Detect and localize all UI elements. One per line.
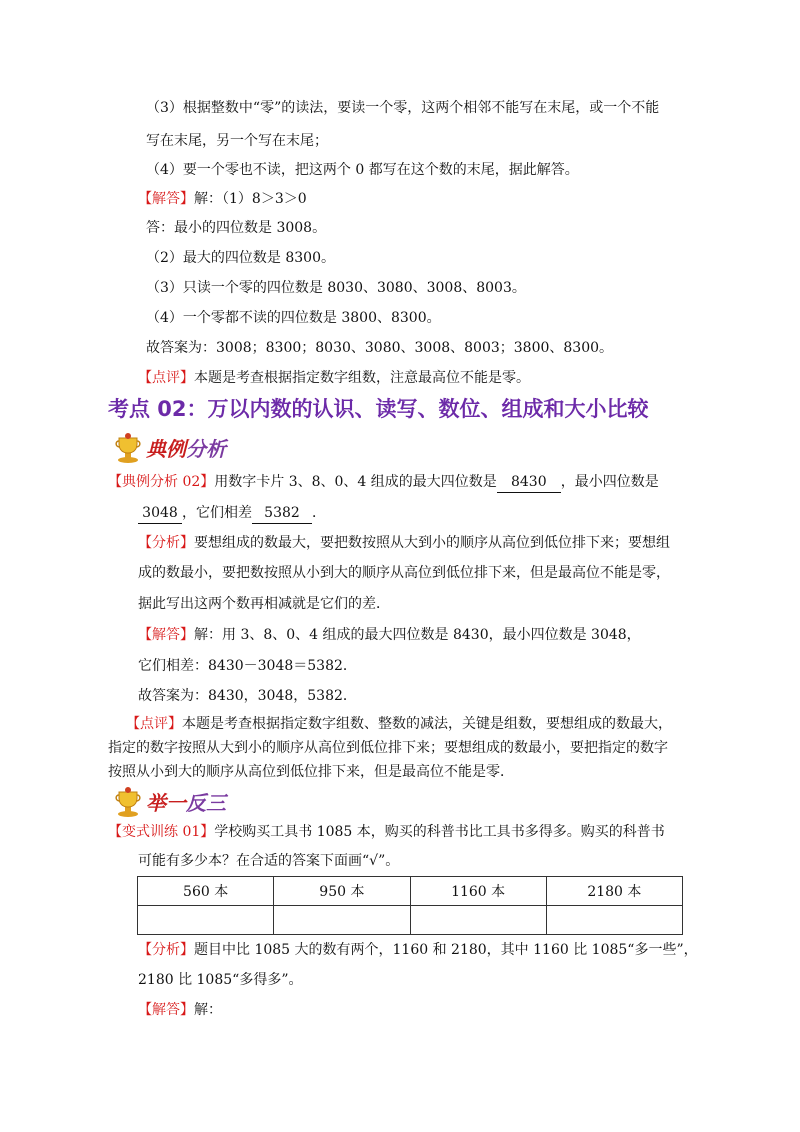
table-answer-row (138, 906, 683, 935)
answer-tag: 【解答】 (138, 627, 194, 643)
section-title-part1: 举一 (146, 791, 186, 815)
comment-tag: 【点评】 (126, 716, 182, 732)
table-header-cell: 560 本 (138, 877, 274, 906)
comment-text: 本题是考查根据指定数字组数，注意最高位不能是零。 (194, 370, 530, 386)
answer-table (137, 876, 683, 935)
exercise-tag: 【变式训练 01】 (108, 824, 215, 840)
answer-cell[interactable] (546, 906, 682, 935)
answer-text: 解： (194, 1002, 222, 1018)
text-line: 据此写出这两个数再相减就是它们的差． (138, 596, 390, 612)
solution-line (138, 1000, 222, 1020)
analysis-text: 题目中比 1085 大的数有两个，1160 和 2180，其中 1160 比 1085“多一些”， (194, 942, 698, 958)
trophy-icon (112, 432, 144, 464)
solution-line (138, 189, 307, 209)
text-line: （3）只读一个零的四位数是 8030、3080、3008、8003。 (146, 280, 526, 296)
text-line: 写在末尾，另一个写在末尾； (146, 133, 328, 149)
table-header-cell: 950 本 (274, 877, 410, 906)
exercise-question-line1 (108, 822, 665, 842)
text-line: 2180 比 1085“多得多”。 (138, 972, 303, 988)
text-line: 答：最小的四位数是 3008。 (146, 220, 327, 236)
text-line: 它们相差：8430－3048＝5382． (138, 658, 357, 674)
text-line: （3）根据整数中“零”的读法，要读一个零，这两个相邻不能写在末尾，或一个不能 (146, 100, 660, 116)
answer-tag: 【解答】 (138, 191, 194, 207)
exercise-text: 学校购买工具书 1085 本，购买的科普书比工具书多得多。购买的科普书 (214, 824, 665, 840)
analysis-line (138, 940, 698, 960)
answer-cell[interactable] (138, 906, 274, 935)
comment-line (126, 714, 672, 734)
section-title-part1: 典例 (146, 437, 186, 461)
section-title-part2: 分析 (186, 437, 226, 461)
text-line: 可能有多少本？在合适的答案下面画“√”。 (138, 853, 400, 869)
example-question-line1 (108, 472, 659, 493)
table-header-cell: 2180 本 (546, 877, 682, 906)
comment-text: 本题是考查根据指定数字组数、整数的减法，关键是组数，要想组成的数最大， (182, 716, 672, 732)
text-line: 成的数最小，要把数按照从小到大的顺序从高位到低位排下来，但是最高位不能是零， (138, 565, 670, 581)
topic-heading: 考点 02：万以内数的认识、读写、数位、组成和大小比较 (108, 397, 649, 421)
example-tag: 【典例分析 02】 (108, 474, 215, 490)
text-line: （2）最大的四位数是 8300。 (146, 250, 335, 266)
analysis-tag: 【分析】 (138, 942, 194, 958)
analysis-text: 要想组成的数最大，要把数按照从大到小的顺序从高位到低位排下来；要想组 (194, 535, 670, 551)
text-line: 按照从小到大的顺序从高位到低位排下来，但是最高位不能是零． (108, 764, 514, 780)
text-line: 指定的数字按照从大到小的顺序从高位到低位排下来；要想组成的数最小，要把指定的数字 (108, 740, 668, 756)
example-text-a: 用数字卡片 3、8、0、4 组成的最大四位数是 (214, 474, 497, 490)
text-line: 故答案为：8430，3048，5382． (138, 688, 357, 704)
text-line: （4）一个零都不读的四位数是 3800、8300。 (146, 310, 441, 326)
answer-tag: 【解答】 (138, 1002, 194, 1018)
text-line: （4）要一个零也不读，把这两个 0 都写在这个数的末尾，据此解答。 (146, 162, 579, 178)
section-title-practice (146, 790, 226, 816)
analysis-tag: 【分析】 (138, 535, 194, 551)
answer-cell[interactable] (274, 906, 410, 935)
comment-line (138, 368, 530, 388)
trophy-icon (112, 786, 144, 818)
example-text-c: ，它们相差 (182, 505, 252, 521)
table-header-cell: 1160 本 (410, 877, 546, 906)
example-text-b: ，最小四位数是 (560, 474, 659, 490)
answer-text: 解：（1）8＞3＞0 (194, 191, 307, 207)
blank-min-number: 3048 (138, 503, 182, 524)
blank-difference: 5382 (252, 503, 312, 524)
analysis-line (138, 533, 670, 553)
text-line: 故答案为：3008；8300；8030、3080、3008、8003；3800、8300。 (146, 340, 614, 356)
comment-tag: 【点评】 (138, 370, 194, 386)
answer-cell[interactable] (410, 906, 546, 935)
example-question-line2 (138, 503, 326, 524)
solution-line (138, 625, 641, 645)
blank-max-number: 8430 (497, 472, 561, 493)
section-title-example (146, 436, 226, 462)
section-title-part2: 反三 (186, 791, 226, 815)
table-header-row (138, 877, 683, 906)
answer-text: 解：用 3、8、0、4 组成的最大四位数是 8430，最小四位数是 3048， (194, 627, 641, 643)
example-text-d: ． (312, 505, 326, 521)
